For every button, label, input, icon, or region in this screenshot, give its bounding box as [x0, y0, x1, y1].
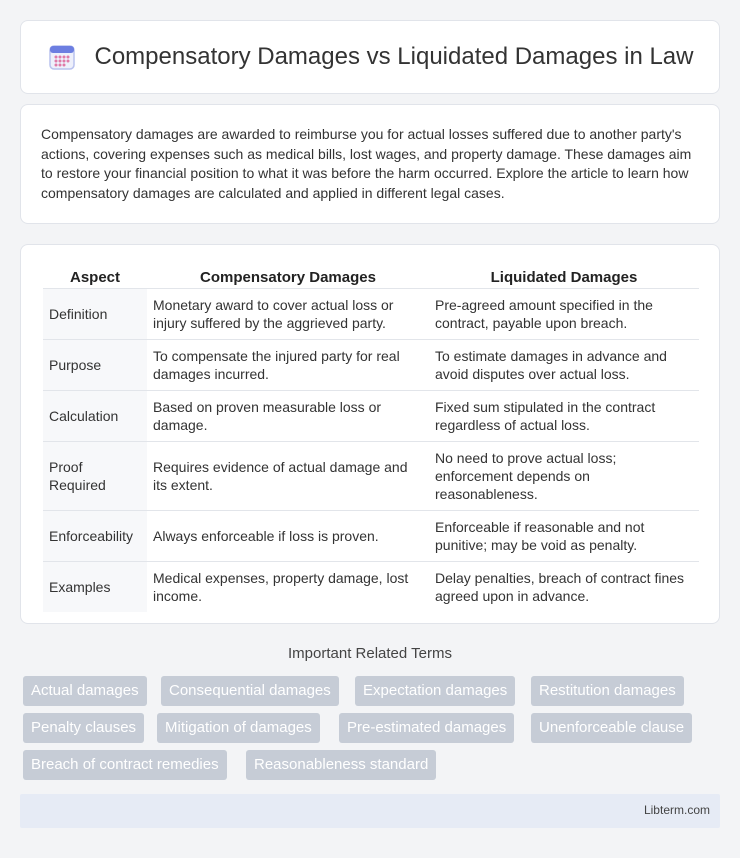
calendar-icon	[47, 42, 77, 72]
page-title: Compensatory Damages vs Liquidated Damages in Law	[94, 43, 694, 70]
compensatory-cell: Medical expenses, property damage, lost income.	[147, 562, 429, 613]
header-compensatory: Compensatory Damages	[147, 265, 429, 289]
related-term-tag[interactable]: Mitigation of damages	[157, 713, 320, 743]
table-row	[43, 391, 699, 442]
liquidated-cell: Enforceable if reasonable and not punitive; may be void as penalty.	[429, 511, 699, 562]
related-term-tag[interactable]: Pre-estimated damages	[339, 713, 514, 743]
liquidated-cell: Pre-agreed amount specified in the contract, payable upon breach.	[429, 289, 699, 340]
compensatory-cell: Requires evidence of actual damage and its extent.	[147, 442, 429, 511]
table-header-row	[43, 265, 699, 289]
intro-card	[20, 104, 720, 224]
intro-paragraph: Compensatory damages are awarded to reimburse you for actual losses suffered due to another party's actions, covering expenses such as medical bills, lost wages, and property damage. These damages aim to restore your financial position to what it was before the harm occurred. Explore the article to learn how compensatory damages are calculated and applied in different legal cases.	[41, 126, 692, 201]
related-terms-title: Important Related Terms	[288, 645, 452, 662]
aspect-cell: Definition	[43, 289, 147, 340]
table-row	[43, 289, 699, 340]
related-term-tag[interactable]: Restitution damages	[531, 676, 684, 706]
aspect-cell: Enforceability	[43, 511, 147, 562]
header-card	[20, 20, 720, 94]
compensatory-cell: Always enforceable if loss is proven.	[147, 511, 429, 562]
liquidated-cell: Delay penalties, breach of contract fines agreed upon in advance.	[429, 562, 699, 613]
header-aspect: Aspect	[43, 265, 147, 289]
aspect-cell: Proof Required	[43, 442, 147, 511]
aspect-cell: Examples	[43, 562, 147, 613]
title-wrap	[47, 42, 694, 72]
related-term-tag[interactable]: Reasonableness standard	[246, 750, 436, 780]
compensatory-cell: Monetary award to cover actual loss or injury suffered by the aggrieved party.	[147, 289, 429, 340]
liquidated-cell: Fixed sum stipulated in the contract regardless of actual loss.	[429, 391, 699, 442]
related-term-tag[interactable]: Actual damages	[23, 676, 147, 706]
compensatory-cell: Based on proven measurable loss or damage.	[147, 391, 429, 442]
related-term-tag[interactable]: Breach of contract remedies	[23, 750, 227, 780]
footer-bar	[20, 794, 720, 828]
table-row	[43, 340, 699, 391]
related-term-tag[interactable]: Unenforceable clause	[531, 713, 692, 743]
related-term-tag[interactable]: Consequential damages	[161, 676, 339, 706]
liquidated-cell: To estimate damages in advance and avoid disputes over actual loss.	[429, 340, 699, 391]
comparison-table	[43, 265, 699, 612]
table-row	[43, 511, 699, 562]
table-row	[43, 562, 699, 613]
comparison-table-card	[20, 244, 720, 624]
table-row	[43, 442, 699, 511]
footer-site-link[interactable]: Libterm.com	[643, 803, 710, 817]
compensatory-cell: To compensate the injured party for real damages incurred.	[147, 340, 429, 391]
liquidated-cell: No need to prove actual loss; enforcement depends on reasonableness.	[429, 442, 699, 511]
header-liquidated: Liquidated Damages	[429, 265, 699, 289]
aspect-cell: Calculation	[43, 391, 147, 442]
related-term-tag[interactable]: Expectation damages	[355, 676, 515, 706]
aspect-cell: Purpose	[43, 340, 147, 391]
related-term-tag[interactable]: Penalty clauses	[23, 713, 144, 743]
